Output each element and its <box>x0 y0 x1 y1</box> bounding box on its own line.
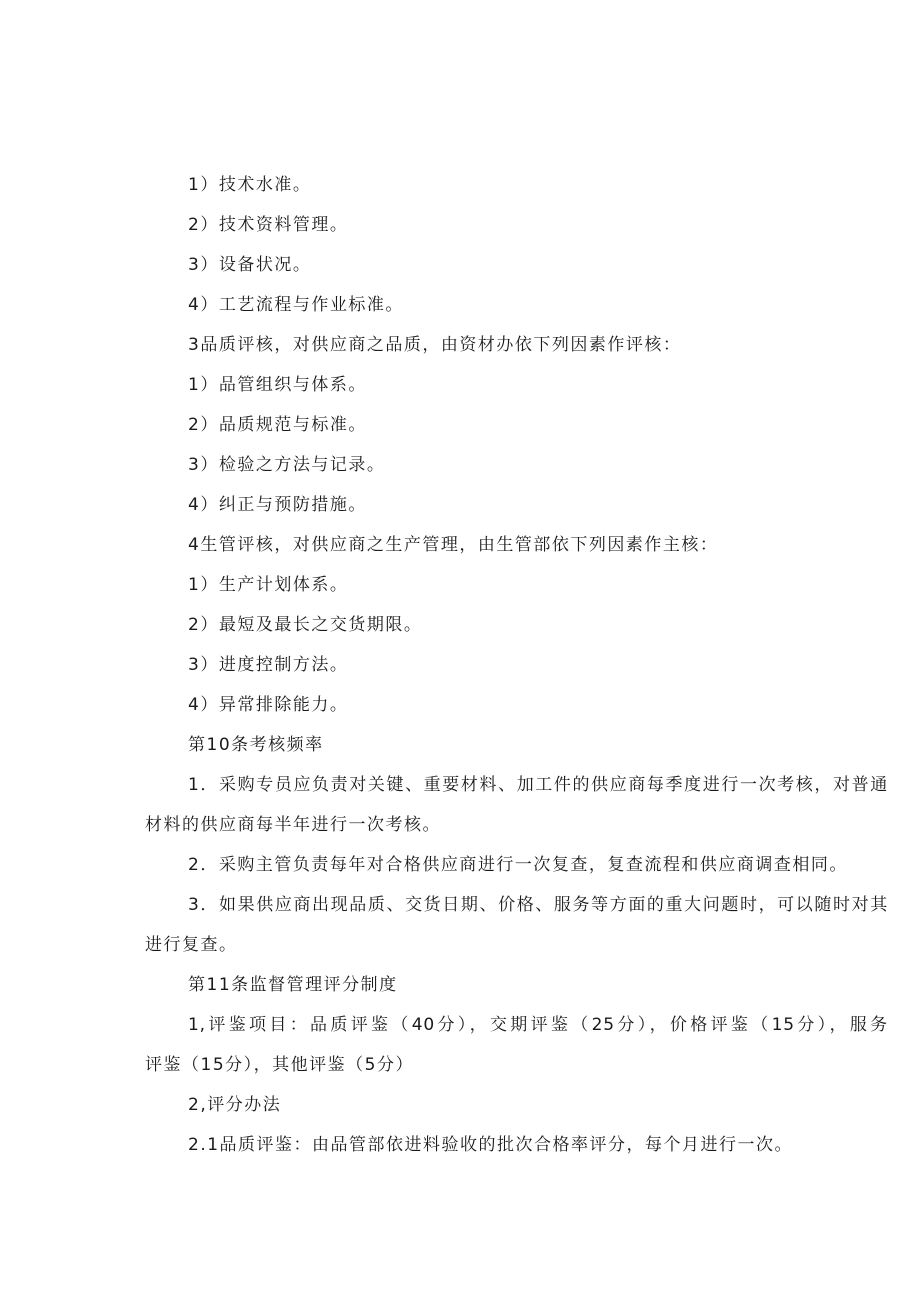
paragraph-line: 2,评分办法 <box>188 1095 282 1115</box>
article-heading: 第11条监督管理评分制度 <box>188 975 398 995</box>
paragraph-line: 进行复查。 <box>145 935 238 955</box>
paragraph-line: 2．采购主管负责每年对合格供应商进行一次复查，复查流程和供应商调查相同。 <box>188 855 848 875</box>
list-item: 3）设备状况。 <box>188 255 312 275</box>
list-item: 1）技术水准。 <box>188 175 312 195</box>
section-heading: 3品质评核，对供应商之品质，由资材办依下列因素作评核： <box>188 335 682 355</box>
list-item: 2）品质规范与标准。 <box>188 415 367 435</box>
list-item: 3）进度控制方法。 <box>188 655 349 675</box>
paragraph-line: 1,评鉴项目：品质评鉴（40分），交期评鉴（25分），价格评鉴（15分），服务 <box>188 1015 888 1035</box>
list-item: 4）异常排除能力。 <box>188 695 349 715</box>
paragraph-line: 2.1品质评鉴：由品管部依进料验收的批次合格率评分，每个月进行一次。 <box>188 1135 794 1155</box>
list-item: 1）生产计划体系。 <box>188 575 349 595</box>
paragraph-line: 1．采购专员应负责对关键、重要材料、加工件的供应商每季度进行一次考核，对普通 <box>188 775 888 795</box>
list-item: 2）最短及最长之交货期限。 <box>188 615 423 635</box>
list-item: 3）检验之方法与记录。 <box>188 455 386 475</box>
paragraph-line: 材料的供应商每半年进行一次考核。 <box>145 815 441 835</box>
paragraph-line: 评鉴（15分），其他评鉴（5分） <box>145 1055 414 1075</box>
list-item: 4）纠正与预防措施。 <box>188 495 367 515</box>
list-item: 1）品管组织与体系。 <box>188 375 367 395</box>
paragraph-line: 3．如果供应商出现品质、交货日期、价格、服务等方面的重大问题时，可以随时对其 <box>188 895 888 915</box>
article-heading: 第10条考核频率 <box>188 735 324 755</box>
section-heading: 4生管评核，对供应商之生产管理，由生管部依下列因素作主核： <box>188 535 719 555</box>
list-item: 2）技术资料管理。 <box>188 215 349 235</box>
list-item: 4）工艺流程与作业标准。 <box>188 295 404 315</box>
